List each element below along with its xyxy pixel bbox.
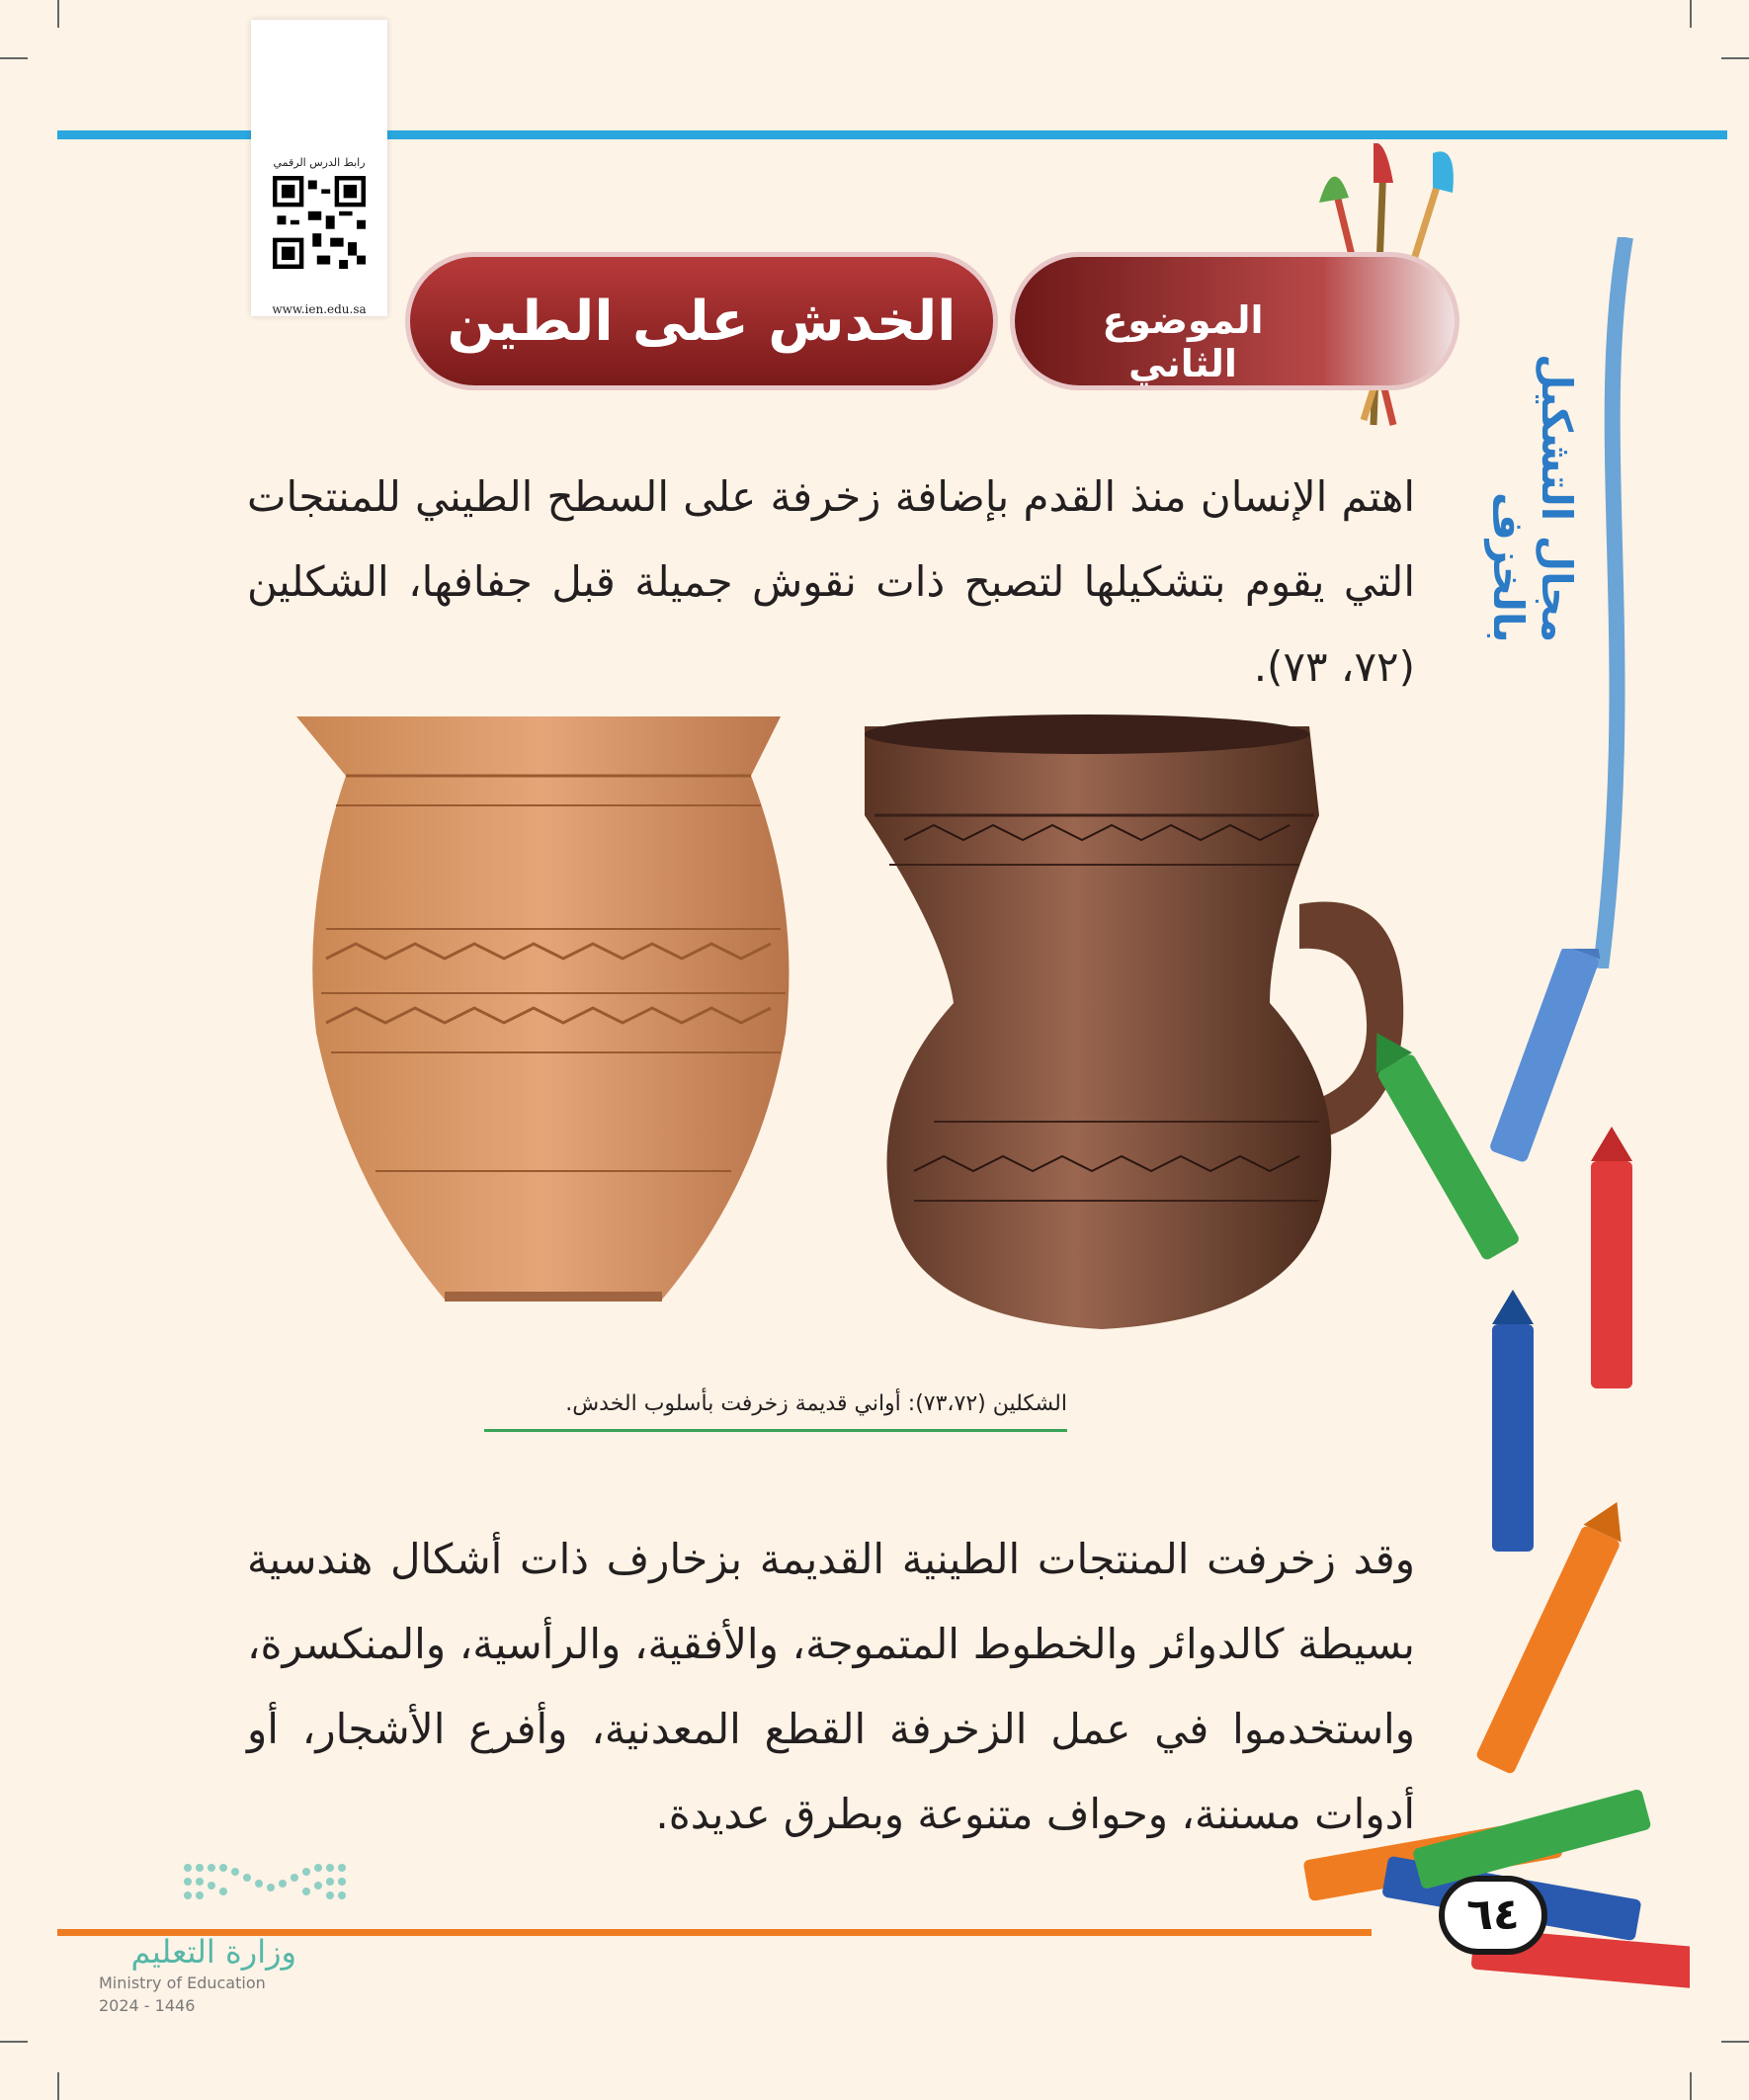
ministry-logo-icon	[178, 1858, 356, 1907]
crop-mark	[1721, 57, 1749, 59]
qr-url[interactable]: www.ien.edu.sa	[272, 302, 367, 316]
edition-year: 2024 - 1446	[99, 1996, 196, 2015]
ministry-name-en: Ministry of Education	[99, 1974, 266, 1992]
lesson-title: الخدش على الطين	[447, 289, 957, 354]
unit-side-label: مجال التشكيل بالخزف	[1484, 353, 1581, 642]
figure-caption: الشكلين (٧٣،٧٢): أواني قديمة زخرفت بأسلوب الخدش.	[565, 1391, 1067, 1416]
topic-badge	[1010, 252, 1459, 390]
body-paragraph: وقد زخرفت المنتجات الطينية القديمة بزخارف ذات أشكال هندسية بسيطة كالدوائر والخطوط المتموجة، والأفقية، والرأسية، والمنكسرة، واستخدموا في عمل الزخرفة القطع المعدنية، وأفرع الأشجار، أو أدوات مسننة، وحواف متنوعة وبطرق عديدة.	[247, 1535, 1415, 1838]
caption-underline	[484, 1429, 1067, 1432]
crop-mark	[0, 57, 28, 59]
crop-mark	[57, 0, 59, 28]
crop-mark	[1690, 0, 1692, 28]
qr-code-icon[interactable]	[273, 176, 366, 269]
qr-label: رابط الدرس الرقمي	[273, 156, 366, 169]
crop-mark	[57, 2072, 59, 2100]
topic-label: الموضوع الثاني	[1102, 298, 1264, 385]
lesson-title-banner	[405, 252, 998, 390]
ministry-name-ar: وزارة التعليم	[130, 1933, 296, 1971]
page-number: ٦٤	[1439, 1876, 1547, 1955]
crop-mark	[0, 2041, 28, 2043]
crop-mark	[1690, 2072, 1692, 2100]
crop-mark	[1721, 2041, 1749, 2043]
ancient-vase-photo	[287, 707, 800, 1334]
qr-card	[251, 20, 387, 316]
intro-paragraph: اهتم الإنسان منذ القدم بإضافة زخرفة على السطح الطيني للمنتجات التي يقوم بتشكيلها لتصبح ذات نقوش جميلة قبل جفافها، الشكلين (٧٢، ٧٣).	[247, 472, 1415, 691]
